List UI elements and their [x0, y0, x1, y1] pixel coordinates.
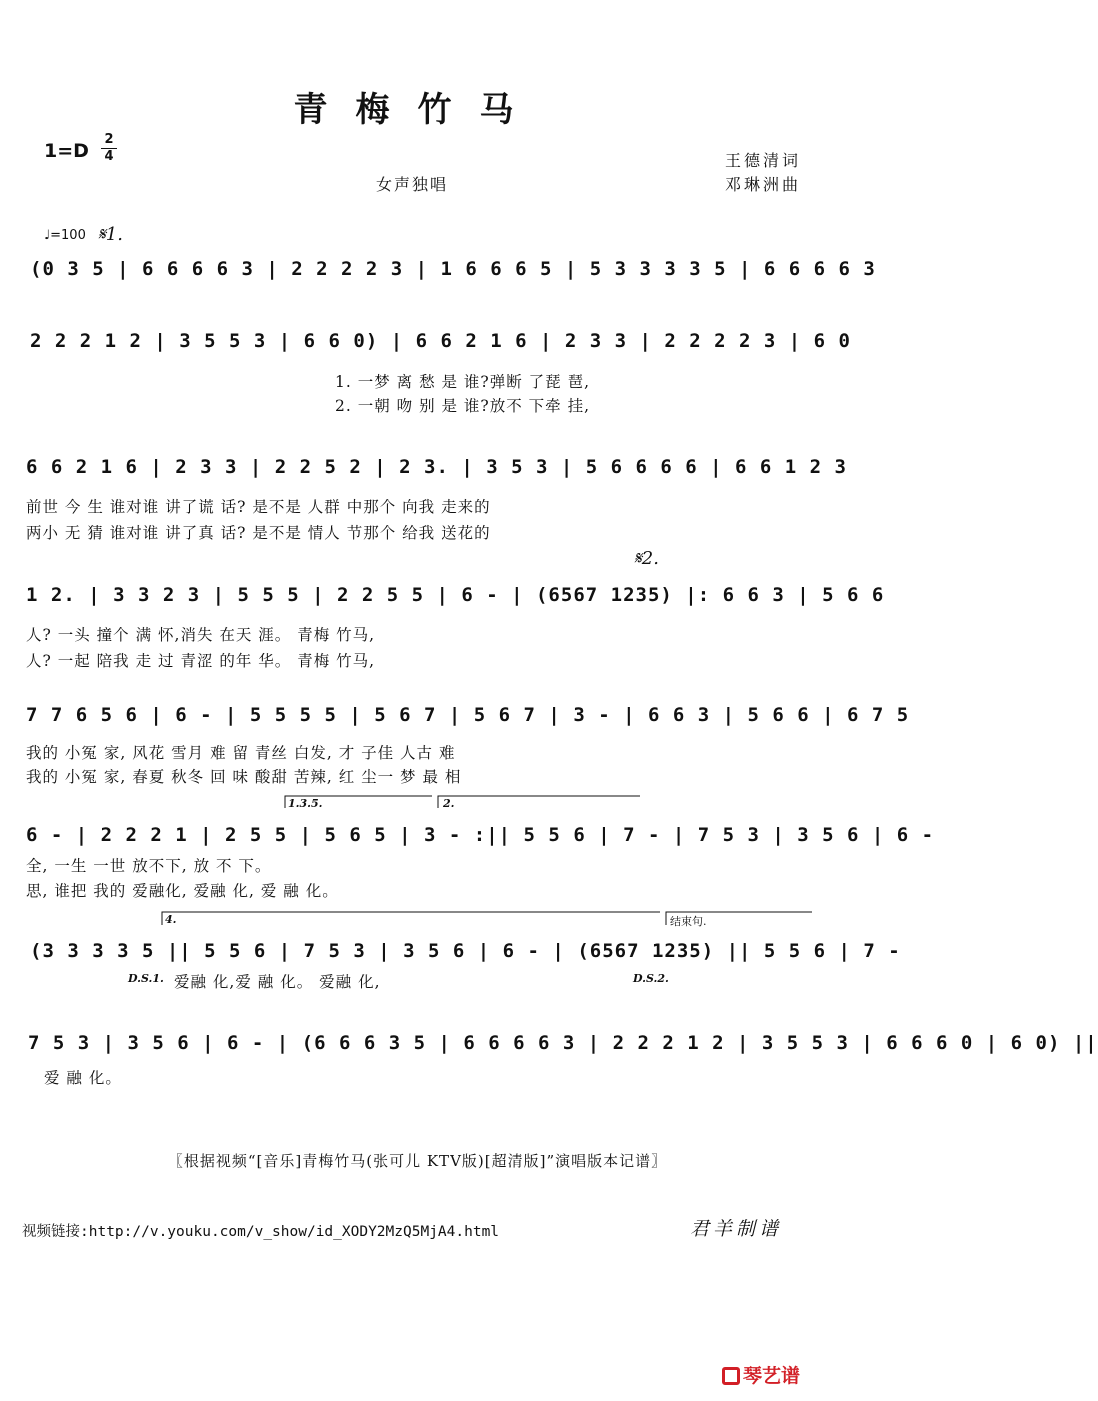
lyric-row-4-verse-2: 人? 一起 陪我 走 过 青涩 的年 华。 青梅 竹马,: [26, 652, 376, 670]
ds1-mark: D.S.1.: [128, 972, 164, 985]
ending-label: 结束句.: [670, 915, 707, 928]
transcriber-signature: 君羊制谱: [690, 1218, 783, 1240]
tempo-mark: ♩=100: [44, 228, 86, 243]
brand-logo: [722, 1361, 800, 1388]
source-note: 〖根据视频“[音乐]青梅竹马(张可儿 KTV版)[超清版]”演唱版本记谱〗: [167, 1152, 668, 1170]
notation-row-3: 6 6 2 1 6 | 2 3 3 | 2 2 5 2 | 2 3. | 3 5 3 | 5 6 6 6 6 | 6 6 1 2 3: [26, 456, 847, 478]
lyric-row-2-verse-1: 1. 一梦 离 愁 是 谁?弹断 了琵 琶,: [335, 373, 591, 391]
lyric-row-3-verse-2: 两小 无 猜 谁对谁 讲了真 话? 是不是 情人 节那个 给我 送花的: [26, 524, 491, 542]
notation-row-2: 2 2 2 1 2 | 3 5 5 3 | 6 6 0) | 6 6 2 1 6 | 2 3 3 | 2 2 2 2 3 | 6 0: [30, 330, 851, 352]
brand-logo-icon: [722, 1367, 740, 1385]
segno-mark-1: 𝄋1.: [98, 224, 123, 245]
score-title: 青梅竹马: [293, 90, 542, 130]
lyric-row-4-verse-1: 人? 一头 撞个 满 怀,消失 在天 涯。 青梅 竹马,: [26, 626, 376, 644]
lyric-row-3-verse-1: 前世 今 生 谁对谁 讲了谎 话? 是不是 人群 中那个 向我 走来的: [26, 498, 491, 516]
segno-mark-2: 𝄋2.: [634, 548, 659, 569]
lyric-row-2-verse-2: 2. 一朝 吻 别 是 谁?放不 下牵 挂,: [335, 397, 591, 415]
composer-credit: 邓琳洲曲: [724, 175, 801, 194]
lyricist-credit: 王德清词: [724, 151, 801, 170]
notation-row-7: (3 3 3 3 5 || 5 5 6 | 7 5 3 | 3 5 6 | 6 - | (6567 1235) || 5 5 6 | 7 -: [30, 940, 901, 962]
lyric-row-5-verse-2: 我的 小冤 家, 春夏 秋冬 回 味 酸甜 苦辣, 红 尘一 梦 最 相: [26, 768, 462, 786]
volta-1-3-5: 1.3.5.: [288, 797, 323, 810]
volta-bracket-2: [438, 796, 640, 808]
brand-name: 琴艺谱: [743, 1365, 801, 1387]
ending-bracket: [666, 912, 812, 925]
notation-row-8: 7 5 3 | 3 5 6 | 6 - | (6 6 6 3 5 | 6 6 6 6 3 | 2 2 2 1 2 | 3 5 5 3 | 6 6 6 0 | 6 0) ||: [28, 1032, 1098, 1054]
volta-2: 2.: [443, 797, 455, 810]
lyric-row-7: 爱融 化,爱 融 化。 爱融 化,: [174, 973, 381, 991]
meter-bottom: 4: [104, 149, 114, 164]
notation-row-5: 7 7 6 5 6 | 6 - | 5 5 5 5 | 5 6 7 | 5 6 7 | 3 - | 6 6 3 | 5 6 6 | 6 7 5: [26, 704, 910, 726]
volta-4: 4.: [165, 913, 177, 926]
lyric-row-6-verse-1: 全, 一生 一世 放不下, 放 不 下。: [26, 857, 272, 875]
notation-row-4: 1 2. | 3 3 2 3 | 5 5 5 | 2 2 5 5 | 6 - | (6567 1235) |: 6 6 3 | 5 6 6: [26, 584, 885, 606]
video-link[interactable]: 视频链接:http://v.youku.com/v_show/id_XODY2MzQ5MjA4.html: [22, 1224, 500, 1240]
volta-bracket-1: [285, 796, 432, 808]
lyric-row-5-verse-1: 我的 小冤 家, 风花 雪月 难 留 青丝 白发, 才 子佳 人古 难: [26, 744, 456, 762]
meter-top: 2: [104, 132, 114, 147]
ds2-mark: D.S.2.: [633, 972, 669, 985]
key-signature: 1=D: [44, 140, 89, 162]
volta-bracket-4: [162, 912, 660, 925]
notation-row-6: 6 - | 2 2 2 1 | 2 5 5 | 5 6 5 | 3 - :|| 5 5 6 | 7 - | 7 5 3 | 3 5 6 | 6 -: [26, 824, 935, 846]
notation-row-1: (0 3 5 | 6 6 6 6 3 | 2 2 2 2 3 | 1 6 6 6 5 | 5 3 3 3 3 5 | 6 6 6 6 3: [30, 258, 876, 280]
lyric-row-8: 爱 融 化。: [44, 1069, 122, 1087]
voice-type: 女声独唱: [376, 175, 449, 194]
lyric-row-6-verse-2: 思, 谁把 我的 爱融化, 爱融 化, 爱 融 化。: [26, 882, 339, 900]
